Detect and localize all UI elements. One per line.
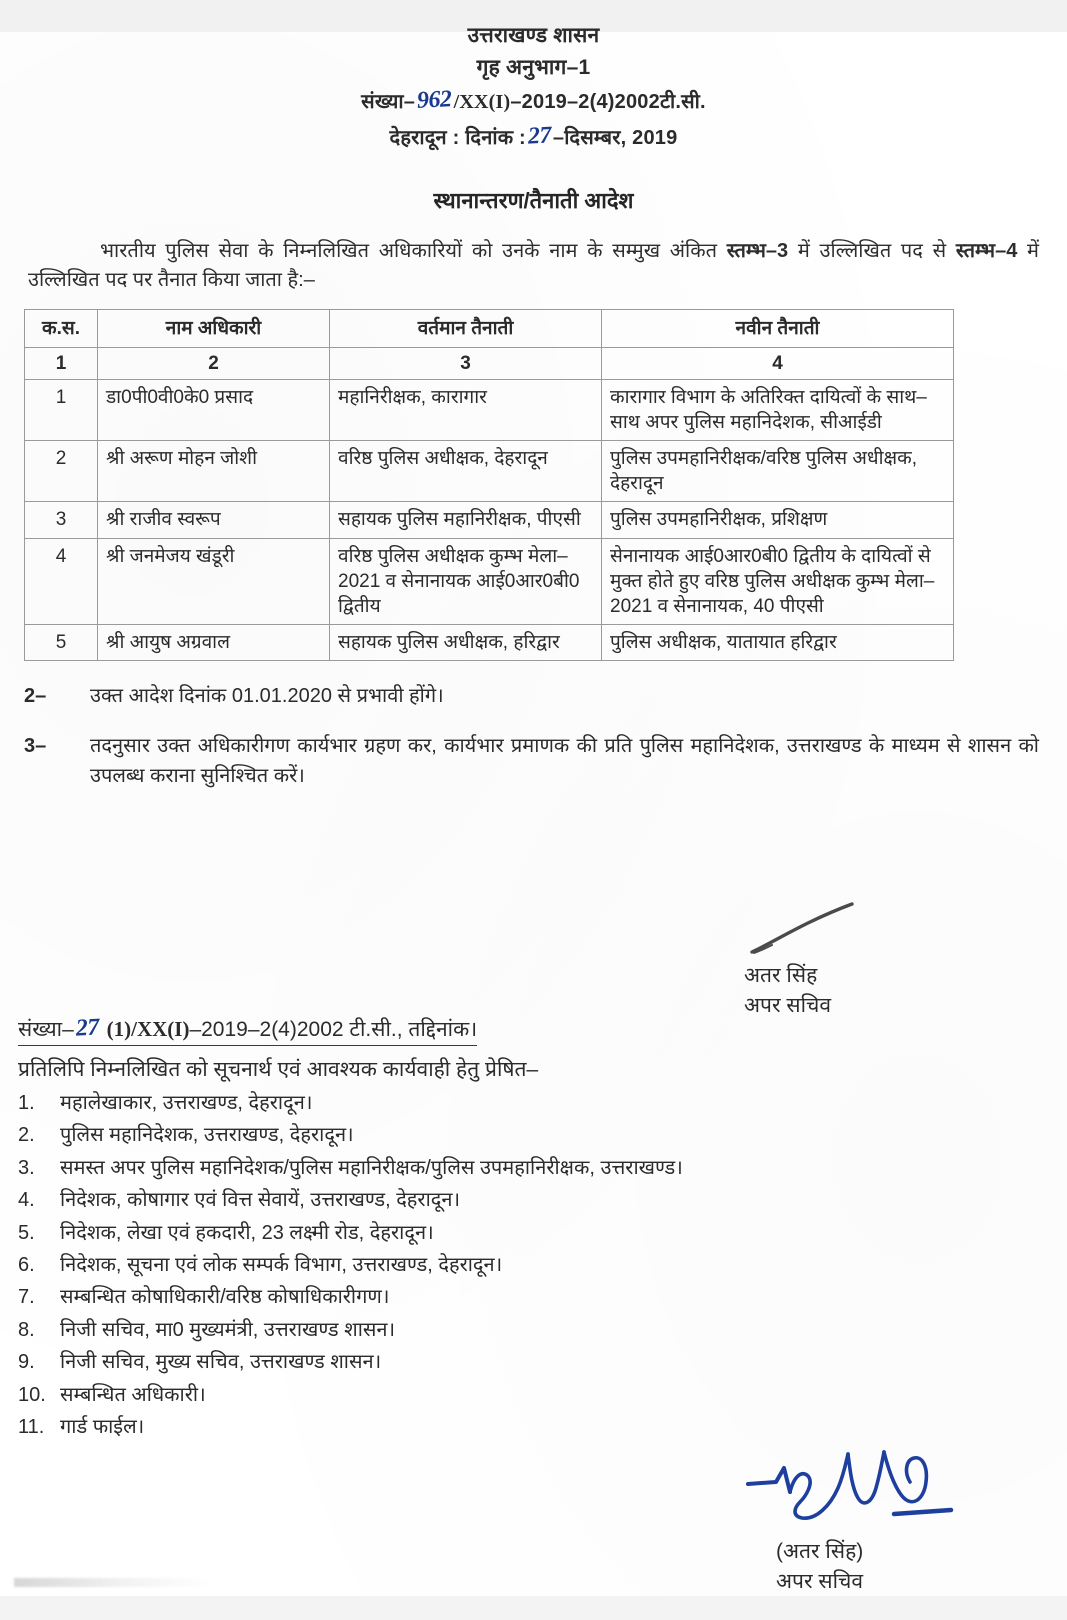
endorsement-number-roman: (1)/XX(I) xyxy=(106,1017,190,1041)
list-item-text: पुलिस महानिदेशक, उत्तराखण्ड, देहरादून। xyxy=(60,1124,354,1147)
list-item xyxy=(18,1087,1028,1119)
signatory-designation: अपर सचिव xyxy=(744,994,832,1018)
list-item-text: निदेशक, लेखा एवं हकदारी, 23 लक्ष्मी रोड, देहरादून। xyxy=(60,1221,434,1244)
order-number-suffix: –2019–2(4)2002टी.सी. xyxy=(510,91,706,113)
department-name: गृह अनुभाग–1 xyxy=(476,55,591,79)
govt-name: उत्तराखण्ड शासन xyxy=(467,24,600,47)
endorsement-block xyxy=(18,1015,1028,1443)
list-item-text: निदेशक, कोषागार एवं वित्त सेवायें, उत्तराखण्ड, देहरादून। xyxy=(60,1189,461,1212)
list-item xyxy=(18,1411,1028,1443)
clause-3 xyxy=(24,731,1039,791)
row-current-posting: महानिरीक्षक, कारागार xyxy=(330,380,602,441)
table-header-new-posting: नवीन तैनाती xyxy=(602,310,954,348)
final-signatory-name: (अतर सिंह) xyxy=(776,1540,864,1563)
list-item-text: निदेशक, सूचना एवं लोक सम्पर्क विभाग, उत्तराखण्ड, देहरादून। xyxy=(60,1253,503,1276)
list-item-text: सम्बन्धित अधिकारी। xyxy=(60,1383,206,1406)
list-item-number: 4. xyxy=(18,1189,35,1212)
table-row xyxy=(25,502,954,538)
table-header-row xyxy=(25,310,954,348)
list-item-text: समस्त अपर पुलिस महानिदेशक/पुलिस महानिरीक्षक/पुलिस उपमहानिरीक्षक, उत्तराखण्ड। xyxy=(60,1156,683,1179)
row-serial: 4 xyxy=(25,538,98,624)
subject-title: स्थानान्तरण/तैनाती आदेश xyxy=(433,188,634,213)
list-item-number: 10. xyxy=(18,1383,46,1406)
list-item-text: निजी सचिव, मा0 मुख्यमंत्री, उत्तराखण्ड शासन। xyxy=(60,1318,396,1341)
list-item-number: 6. xyxy=(18,1253,35,1276)
order-number-roman: /XX(I) xyxy=(453,91,511,113)
endorsement-number-handwritten: 27 xyxy=(75,1014,100,1042)
column-number-3: 3 xyxy=(330,348,602,380)
table-header-current-posting: वर्तमान तैनाती xyxy=(330,310,602,348)
copy-distribution-list xyxy=(18,1087,1028,1443)
list-item xyxy=(18,1217,1028,1249)
endorsement-number-suffix: –2019–2(4)2002 टी.सी., तद्दिनांक। xyxy=(189,1018,478,1041)
copy-to-label: प्रतिलिपि निम्नलिखित को सूचनार्थ एवं आवश्यक कार्यवाही हेतु प्रेषित– xyxy=(18,1058,539,1081)
intro-part2: में उल्लिखित पद से xyxy=(788,240,956,262)
clause-2 xyxy=(24,681,1039,711)
row-new-posting: कारागार विभाग के अतिरिक्त दायित्वों के साथ–साथ अपर पुलिस महानिदेशक, सीआईडी xyxy=(602,380,954,441)
list-item-number: 5. xyxy=(18,1221,35,1244)
list-item-text: महालेखाकार, उत्तराखण्ड, देहरादून। xyxy=(60,1092,313,1114)
endorsement-number-prefix: संख्या– xyxy=(18,1018,74,1041)
intro-paragraph xyxy=(28,237,1039,295)
list-item-number: 2. xyxy=(18,1124,35,1147)
row-current-posting: वरिष्ठ पुलिस अधीक्षक कुम्भ मेला–2021 व सेनानायक आई0आर0बी0 द्वितीय xyxy=(330,538,602,624)
column-number-1: 1 xyxy=(25,348,98,380)
list-item xyxy=(18,1249,1028,1281)
document-header xyxy=(0,0,1067,155)
list-item-number: 3. xyxy=(18,1156,35,1179)
list-item-text: सम्बन्धित कोषाधिकारी/वरिष्ठ कोषाधिकारीगण। xyxy=(60,1286,390,1309)
document-body xyxy=(0,0,1067,791)
list-item xyxy=(18,1346,1028,1378)
row-new-posting: पुलिस अधीक्षक, यातायात हरिद्वार xyxy=(602,624,954,660)
list-item xyxy=(18,1119,1028,1151)
row-serial: 2 xyxy=(25,441,98,502)
table-header-serial: क.स. xyxy=(25,310,98,348)
table-row xyxy=(25,380,954,441)
row-serial: 1 xyxy=(25,380,98,441)
list-item-text: निजी सचिव, मुख्य सचिव, उत्तराखण्ड शासन। xyxy=(60,1351,382,1374)
order-place-prefix: देहरादून : दिनांक : xyxy=(389,127,526,149)
list-item-number: 9. xyxy=(18,1351,35,1374)
row-officer-name: श्री आयुष अग्रवाल xyxy=(98,624,330,660)
row-current-posting: सहायक पुलिस महानिरीक्षक, पीएसी xyxy=(330,502,602,538)
row-new-posting: पुलिस उपमहानिरीक्षक/वरिष्ठ पुलिस अधीक्षक, देहरादून xyxy=(602,441,954,502)
list-item xyxy=(18,1152,1028,1184)
clause-3-number: 3– xyxy=(24,734,47,757)
list-item-number: 11. xyxy=(18,1415,45,1438)
list-item-number: 1. xyxy=(18,1092,35,1114)
scan-artifact xyxy=(14,1578,214,1587)
final-signatory-designation: अपर सचिव xyxy=(776,1570,864,1594)
signatory-name: अतर सिंह xyxy=(744,964,818,987)
row-serial: 3 xyxy=(25,502,98,538)
list-item xyxy=(18,1184,1028,1216)
list-item xyxy=(18,1281,1028,1313)
list-item xyxy=(18,1314,1028,1346)
column-number-2: 2 xyxy=(98,348,330,380)
intro-bold-column3: स्तम्भ–3 xyxy=(726,240,789,262)
order-date-suffix: –दिसम्बर, 2019 xyxy=(552,127,678,149)
row-officer-name: श्री अरूण मोहन जोशी xyxy=(98,441,330,502)
scan-band-bottom xyxy=(0,1596,1067,1620)
row-serial: 5 xyxy=(25,624,98,660)
table-header-officer-name: नाम अधिकारी xyxy=(98,310,330,348)
order-number-prefix: संख्या– xyxy=(361,91,416,113)
row-current-posting: वरिष्ठ पुलिस अधीक्षक, देहरादून xyxy=(330,441,602,502)
table-column-number-row xyxy=(25,348,954,380)
clause-2-text: उक्त आदेश दिनांक 01.01.2020 से प्रभावी होंगे। xyxy=(90,684,444,707)
transfer-table xyxy=(24,309,954,661)
clause-2-number: 2– xyxy=(24,684,47,707)
table-row xyxy=(25,441,954,502)
column-number-4: 4 xyxy=(602,348,954,380)
clause-3-text: तदनुसार उक्त अधिकारीगण कार्यभार ग्रहण कर, कार्यभार प्रमाणक की प्रति पुलिस महानिदेशक, उत्तराखण्ड के माध्यम से शासन को उपलब्ध कराना सुनिश्चित करें। xyxy=(90,734,1039,787)
list-item-text: गार्ड फाईल। xyxy=(60,1415,145,1438)
signature-mark-icon xyxy=(748,900,878,956)
row-new-posting: सेनानायक आई0आर0बी0 द्वितीय के दायित्वों से मुक्त होते हुए वरिष्ठ पुलिस अधीक्षक कुम्भ मेला–2021 व सेनानायक, 40 पीएसी xyxy=(602,538,954,624)
row-officer-name: डा0पी0वी0के0 प्रसाद xyxy=(98,380,330,441)
row-officer-name: श्री राजीव स्वरूप xyxy=(98,502,330,538)
signature-block-final xyxy=(740,1440,1020,1598)
endorsement-number-line xyxy=(18,1015,477,1046)
signature-block-primary xyxy=(720,900,980,1022)
order-number-handwritten: 962 xyxy=(416,86,453,114)
order-date-line xyxy=(0,119,1067,155)
intro-bold-column4: स्तम्भ–4 xyxy=(955,240,1018,262)
list-item-number: 7. xyxy=(18,1286,35,1309)
row-current-posting: सहायक पुलिस अधीक्षक, हरिद्वार xyxy=(330,624,602,660)
table-row xyxy=(25,538,954,624)
intro-part3: में उल्लिखित पद पर तैनात किया जाता है:– xyxy=(28,240,1039,291)
order-date-handwritten: 27 xyxy=(527,122,552,150)
intro-part1: भारतीय पुलिस सेवा के निम्नलिखित अधिकारियों को उनके नाम के सम्मुख अंकित xyxy=(100,240,727,262)
handwritten-signature-icon xyxy=(746,1440,956,1532)
row-new-posting: पुलिस उपमहानिरीक्षक, प्रशिक्षण xyxy=(602,502,954,538)
order-number-line xyxy=(0,83,1067,119)
list-item xyxy=(18,1379,1028,1411)
row-officer-name: श्री जनमेजय खंडूरी xyxy=(98,538,330,624)
list-item-number: 8. xyxy=(18,1318,35,1341)
table-row xyxy=(25,624,954,660)
